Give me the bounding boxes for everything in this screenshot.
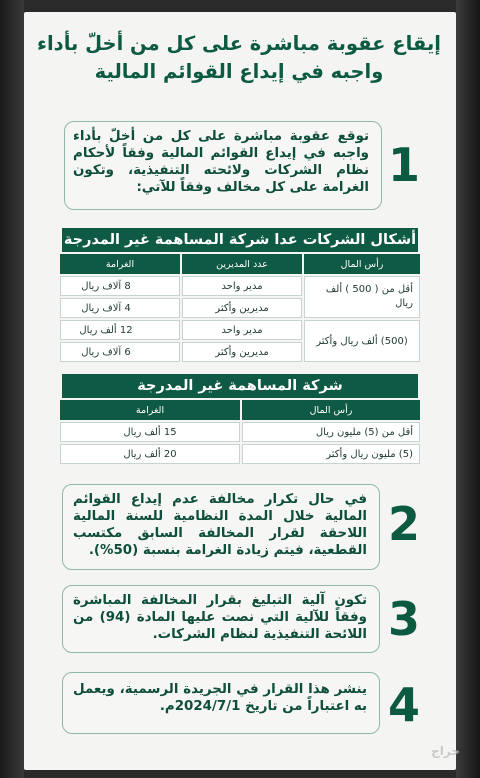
watermark-logo: حراج (431, 744, 460, 758)
table2-cell-fine: 20 ألف ريال (60, 444, 240, 464)
table1-cell-fine: 4 آلاف ريال (60, 298, 180, 318)
item-1-text: توقع عقوبة مباشرة على كل من أخلّ بأداء واجبه في إيداع القوائم المالية وفقاً لأحكام نظام الشركات ولائحته التنفيذية، وتكون الغرامة على كل مخالف وفقاً للآتي: (73, 129, 369, 195)
table2-cell-capital: أقل من (5) مليون ريال (242, 422, 420, 442)
table2-title: شركة المساهمة غير المدرجة (62, 374, 418, 398)
table2-header-row (60, 400, 420, 420)
item-4-number: 4 (388, 678, 421, 732)
table1-header-capital: رأس المال (304, 254, 420, 274)
item-2-box (62, 484, 380, 570)
table1-header-fine: الغرامة (60, 254, 180, 274)
title-line-1: إيقاع عقوبة مباشرة على كل من أخلّ بأداء (37, 32, 441, 55)
item-4-box (62, 672, 380, 734)
left-shadow-edge (0, 0, 24, 778)
table1-cell-managers: مديرين وأكثر (182, 342, 302, 362)
table2-header-capital: رأس المال (242, 400, 420, 420)
table1-title: أشكال الشركات عدا شركة المساهمة غير المدرجة (62, 228, 418, 252)
item-1-number: 1 (388, 138, 421, 192)
table-row (60, 422, 420, 442)
table1-cell-fine: 6 آلاف ريال (60, 342, 180, 362)
table2-cell-fine: 15 ألف ريال (60, 422, 240, 442)
table1-cell-fine: 12 ألف ريال (60, 320, 180, 340)
table-row (60, 276, 420, 296)
table2-header-fine: الغرامة (60, 400, 240, 420)
item-1-box (64, 121, 382, 210)
item-3-number: 3 (388, 592, 421, 646)
right-shadow-edge (456, 0, 480, 778)
item-3-box (62, 585, 380, 653)
item-2-text: في حال تكرار مخالفة عدم إيداع القوائم المالية خلال المدة النظامية للسنة المالية اللاحقة لقرار المخالفة السابق مكتسب القطعية، فيتم زيادة الغرامة بنسبة (50%). (73, 492, 367, 558)
table1-header-managers: عدد المديرين (182, 254, 302, 274)
page-title (34, 30, 444, 86)
table1-header-row (60, 254, 420, 274)
table-row (60, 444, 420, 464)
table1 (58, 252, 422, 364)
table2-cell-capital: (5) مليون ريال وأكثر (242, 444, 420, 464)
item-3-text: تكون آلية التبليغ بقرار المخالفة المباشرة وفقاً للآلية التي نصت عليها المادة (94) من اللائحة التنفيذية لنظام الشركات. (73, 593, 367, 642)
table1-cell-fine: 8 آلاف ريال (60, 276, 180, 296)
title-line-2: واجبه في إيداع القوائم المالية (94, 60, 384, 83)
table-row (60, 320, 420, 340)
item-4-text: ينشر هذا القرار في الجريدة الرسمية، ويعمل به اعتباراً من تاريخ 2024/7/1م. (73, 682, 367, 714)
table2 (58, 398, 422, 466)
table1-cell-capital: أقل من ( 500 ) ألف ريال (304, 276, 420, 318)
item-2-number: 2 (388, 497, 421, 551)
table1-cell-managers: مدير واحد (182, 276, 302, 296)
table1-cell-managers: مديرين وأكثر (182, 298, 302, 318)
table1-cell-managers: مدير واحد (182, 320, 302, 340)
table1-cell-capital: (500) ألف ريال وأكثر (304, 320, 420, 362)
